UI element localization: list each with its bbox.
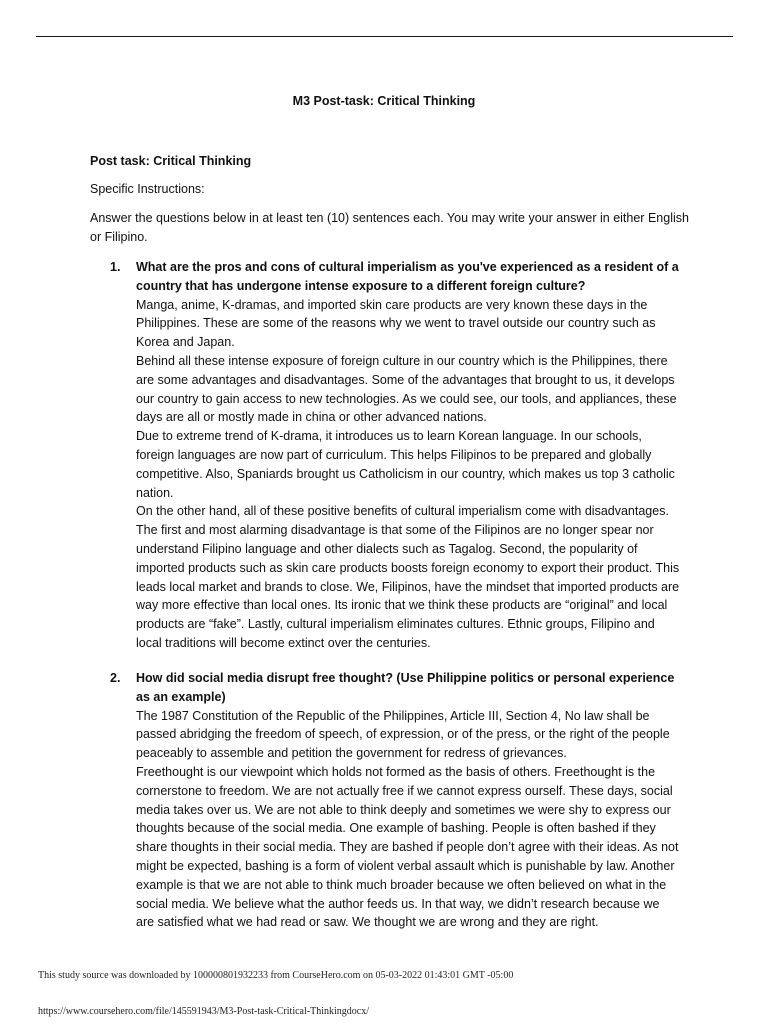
top-divider (36, 36, 733, 37)
answer-paragraph: The 1987 Constitution of the Republic of the Philippines, Article III, Section 4, No law shall be passed abridging the freedom of speech, of expression, or of the press, or the right of the people peaceably to assemble and petition the government for redress of grievances. (136, 708, 670, 761)
question-text: What are the pros and cons of cultural imperialism as you've experienced as a resident of a country that has undergone intense exposure to a different foreign culture? (136, 260, 679, 293)
question-number: 2. (110, 671, 121, 685)
answer-paragraph: Freethought is our viewpoint which holds not formed as the basis of others. Freethought is the cornerstone to freedom. We are not actually free if we cannot express ourself. These days, social media takes over us. We are not able to think deeply and sometimes we were shy to express our thoughts because of the social media. One example of bashing. People is often bashed if they share thoughts in their social media. They are bashed if people don’t agree with their ideas. As not might be expected, bashing is a form of violent verbal assault which is punishable by law. Another example is that we are not able to think much broader because we often believed on what in the social media. We believe what the author feeds us. In that way, we didn’t research because we are satisfied what we had read or saw. We thought we are wrong and they are right. (136, 764, 679, 930)
answer-paragraph: Manga, anime, K-dramas, and imported skin care products are very known these days in the Philippines. These are some of the reasons why we went to travel outside our country such as Korea and Japan. (136, 297, 656, 350)
answer-paragraph: On the other hand, all of these positive benefits of cultural imperialism come with disadvantages. The first and most alarming disadvantage is that some of the Filipinos are no longer spear nor understand Filipino language and other dialects such as Tagalog. Second, the popularity of imported products such as skin care products boosts foreign economy to export their product. This leads local market and brands to close. We, Filipinos, have the mindset that imported products are way more effective than local ones. Its ironic that we think these products are “original” and local products are “fake”. Lastly, cultural imperialism eliminates cultures. Ethnic groups, Filipino and local traditions will become extinct over the centuries. (136, 504, 680, 650)
question-text: How did social media disrupt free thought? (Use Philippine politics or personal experience as an example) (136, 671, 675, 704)
source-url[interactable]: https://www.coursehero.com/file/145591943/M3-Post-task-Critical-Thinkingdocx/ (38, 1006, 369, 1017)
download-source-note: This study source was downloaded by 100000801932233 from CourseHero.com on 05-03-2022 01:43:01 GMT -05:00 (38, 970, 514, 981)
question-item-1 (110, 258, 680, 653)
section-heading: Post task: Critical Thinking (90, 154, 252, 168)
question-number: 1. (110, 260, 121, 274)
answer-paragraph: Behind all these intense exposure of foreign culture in our country which is the Philippines, there are some advantages and disadvantages. Some of the advantages that brought to us, it develops our country to gain access to new technologies. As we could see, our tools, and appliances, these days are all or mostly made in china or other advanced nations. (136, 353, 677, 425)
question-item-2 (110, 669, 680, 932)
answer-paragraph: Due to extreme trend of K-drama, it introduces us to learn Korean language. In our schools, foreign languages are now part of curriculum. This helps Filipinos to be prepared and globally competitive. Also, Spaniards brought us Catholicism in our country, which makes us top 3 catholic nation. (136, 429, 675, 500)
instructions-label: Specific Instructions: (90, 182, 205, 196)
instructions-text: Answer the questions below in at least ten (10) sentences each. You may write your answer in either English or Filipino. (90, 211, 689, 244)
document-title: M3 Post-task: Critical Thinking (292, 94, 476, 108)
